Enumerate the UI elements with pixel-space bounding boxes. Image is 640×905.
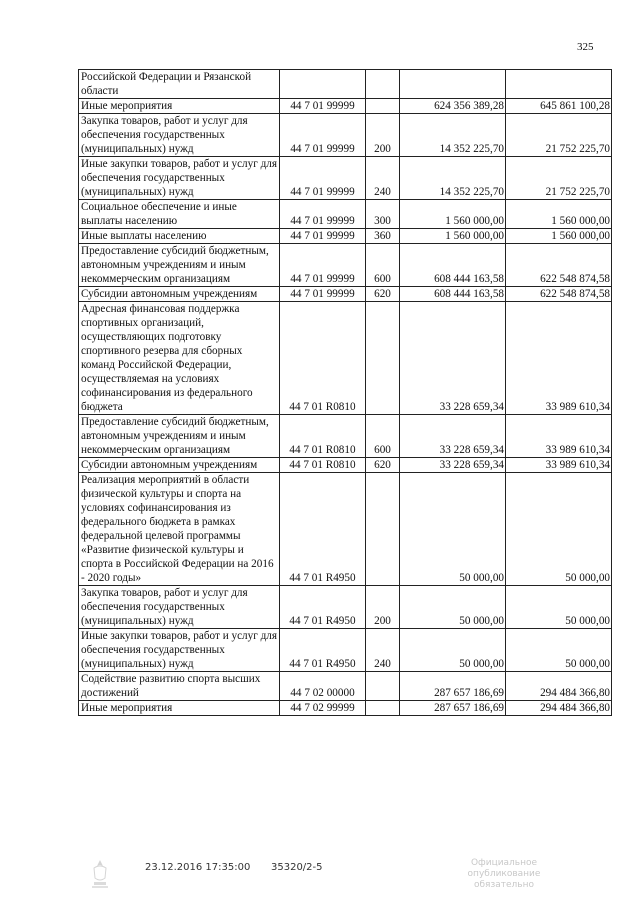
cell-amount-2018 [506,70,612,99]
cell-amount-2018: 21 752 225,70 [506,157,612,200]
cell-name: Социальное обеспечение и иные выплаты населению [79,200,280,229]
cell-amount-2018: 33 989 610,34 [506,302,612,415]
table-row [79,415,612,458]
cell-amount-2017: 608 444 163,58 [400,244,506,287]
cell-code: 44 7 01 99999 [280,229,366,244]
cell-amount-2017: 608 444 163,58 [400,287,506,302]
cell-expense-type [366,302,400,415]
footer [0,858,640,898]
cell-code: 44 7 01 99999 [280,287,366,302]
cell-amount-2017: 14 352 225,70 [400,157,506,200]
table-row [79,672,612,701]
cell-code: 44 7 02 00000 [280,672,366,701]
cell-amount-2017: 50 000,00 [400,473,506,586]
cell-expense-type: 240 [366,157,400,200]
cell-amount-2017: 287 657 186,69 [400,672,506,701]
cell-expense-type: 600 [366,244,400,287]
cell-expense-type: 360 [366,229,400,244]
cell-name: Российской Федерации и Рязанской области [79,70,280,99]
cell-amount-2017: 50 000,00 [400,629,506,672]
table-row [79,287,612,302]
table-row [79,200,612,229]
cell-code: 44 7 02 99999 [280,701,366,716]
cell-name: Иные выплаты населению [79,229,280,244]
cell-amount-2017: 33 228 659,34 [400,458,506,473]
cell-name: Иные мероприятия [79,701,280,716]
cell-code: 44 7 01 R4950 [280,629,366,672]
cell-code [280,70,366,99]
cell-code: 44 7 01 99999 [280,157,366,200]
page-number: 325 [577,41,594,53]
cell-expense-type: 300 [366,200,400,229]
watermark [444,858,564,891]
cell-expense-type: 620 [366,287,400,302]
cell-amount-2018: 50 000,00 [506,473,612,586]
cell-expense-type [366,672,400,701]
cell-name: Закупка товаров, работ и услуг для обеспечения государственных (муниципальных) нужд [79,586,280,629]
table-row [79,114,612,157]
cell-name: Адресная финансовая поддержка спортивных организаций, осуществляющих подготовку спортивного резерва для сборных команд Российской Федерации, осуществляемая на условиях софинансирования из федерального бюджета [79,302,280,415]
table-row [79,302,612,415]
footer-timestamp: 23.12.2016 17:35:00 [145,862,251,873]
table-row [79,70,612,99]
table-row [79,99,612,114]
cell-expense-type: 200 [366,114,400,157]
cell-amount-2018: 21 752 225,70 [506,114,612,157]
cell-name: Предоставление субсидий бюджетным, автономным учреждениям и иным некоммерческим организациям [79,415,280,458]
cell-amount-2017: 33 228 659,34 [400,415,506,458]
cell-expense-type [366,70,400,99]
emblem-icon [88,858,112,890]
table-row [79,586,612,629]
cell-amount-2017: 1 560 000,00 [400,229,506,244]
table-row [79,473,612,586]
watermark-line-1: Официальное опубликование [467,858,541,879]
table-row [79,229,612,244]
table-row [79,629,612,672]
cell-amount-2017: 33 228 659,34 [400,302,506,415]
cell-name: Иные мероприятия [79,99,280,114]
cell-code: 44 7 01 R4950 [280,586,366,629]
cell-name: Иные закупки товаров, работ и услуг для обеспечения государственных (муниципальных) нужд [79,157,280,200]
table-body [79,70,612,716]
table-row [79,701,612,716]
cell-expense-type: 600 [366,415,400,458]
cell-amount-2017: 1 560 000,00 [400,200,506,229]
cell-name: Иные закупки товаров, работ и услуг для обеспечения государственных (муниципальных) нужд [79,629,280,672]
cell-amount-2018: 50 000,00 [506,629,612,672]
cell-amount-2018: 294 484 366,80 [506,672,612,701]
cell-amount-2017 [400,70,506,99]
cell-amount-2018: 33 989 610,34 [506,458,612,473]
cell-amount-2018: 50 000,00 [506,586,612,629]
cell-amount-2018: 1 560 000,00 [506,200,612,229]
cell-code: 44 7 01 R4950 [280,473,366,586]
cell-expense-type [366,701,400,716]
cell-name: Содействие развитию спорта высших достижений [79,672,280,701]
cell-name: Предоставление субсидий бюджетным, автономным учреждениям и иным некоммерческим организациям [79,244,280,287]
cell-amount-2017: 50 000,00 [400,586,506,629]
cell-expense-type [366,99,400,114]
cell-code: 44 7 01 R0810 [280,415,366,458]
cell-name: Закупка товаров, работ и услуг для обеспечения государственных (муниципальных) нужд [79,114,280,157]
cell-code: 44 7 01 99999 [280,244,366,287]
cell-code: 44 7 01 99999 [280,99,366,114]
cell-code: 44 7 01 R0810 [280,458,366,473]
table-row [79,458,612,473]
cell-amount-2018: 1 560 000,00 [506,229,612,244]
table-row [79,157,612,200]
cell-amount-2018: 294 484 366,80 [506,701,612,716]
cell-amount-2018: 33 989 610,34 [506,415,612,458]
cell-amount-2018: 622 548 874,58 [506,244,612,287]
footer-doc-number: 35320/2-5 [271,862,323,873]
watermark-line-2: обязательно [474,880,534,890]
table-row [79,244,612,287]
cell-expense-type: 240 [366,629,400,672]
cell-amount-2017: 624 356 389,28 [400,99,506,114]
cell-amount-2018: 622 548 874,58 [506,287,612,302]
cell-amount-2018: 645 861 100,28 [506,99,612,114]
cell-expense-type: 620 [366,458,400,473]
cell-name: Субсидии автономным учреждениям [79,458,280,473]
cell-name: Субсидии автономным учреждениям [79,287,280,302]
cell-expense-type: 200 [366,586,400,629]
cell-amount-2017: 287 657 186,69 [400,701,506,716]
cell-amount-2017: 14 352 225,70 [400,114,506,157]
budget-table [78,69,612,716]
cell-code: 44 7 01 99999 [280,114,366,157]
cell-name: Реализация мероприятий в области физической культуры и спорта на условиях софинансирования из федерального бюджета в рамках федеральной целевой программы «Развитие физической культуры и спорта в Российской Федерации на 2016 - 2020 годы» [79,473,280,586]
cell-code: 44 7 01 R0810 [280,302,366,415]
cell-code: 44 7 01 99999 [280,200,366,229]
cell-expense-type [366,473,400,586]
